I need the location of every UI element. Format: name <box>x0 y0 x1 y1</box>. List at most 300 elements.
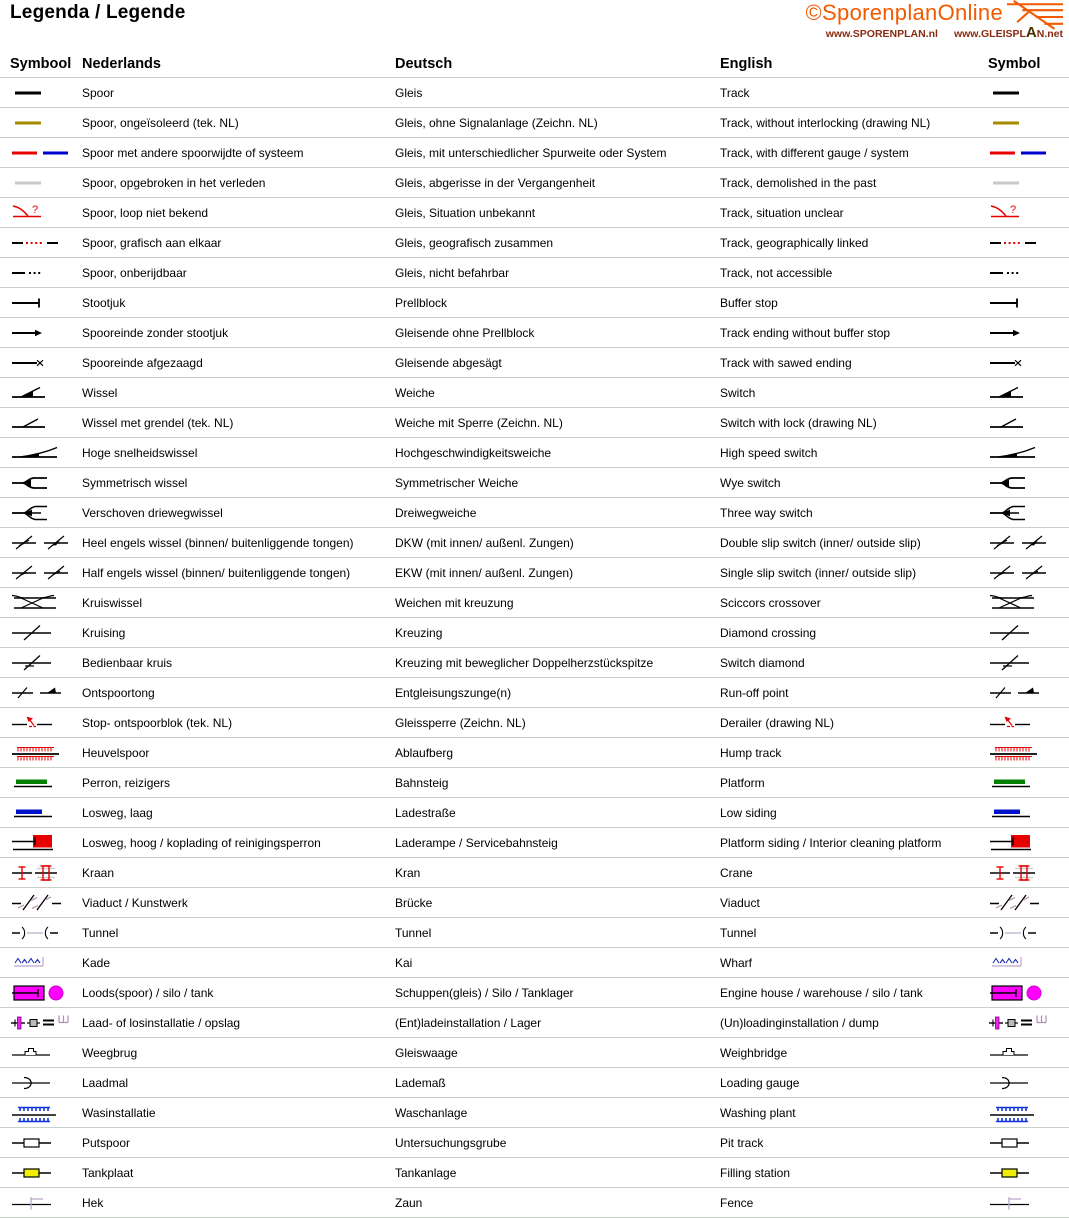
symbol-cell-right <box>988 1042 1059 1064</box>
platform-icon <box>10 772 74 794</box>
term-de: Schuppen(gleis) / Silo / Tanklager <box>395 985 574 1000</box>
term-en: Derailer (drawing NL) <box>720 715 835 730</box>
term-de: Weichen mit kreuzung <box>395 595 514 610</box>
term-nl: Wasinstallatie <box>82 1105 156 1120</box>
term-en: Hump track <box>720 745 782 760</box>
legend-row <box>0 498 1069 528</box>
symbol-cell <box>0 922 82 944</box>
legend-row <box>0 438 1069 468</box>
track-unusable-icon <box>988 262 1052 284</box>
hump-track-icon <box>10 742 74 764</box>
term-nl: Verschoven driewegwissel <box>82 505 223 520</box>
loading-gauge-icon <box>988 1072 1052 1094</box>
symbol-cell-right <box>988 1012 1059 1034</box>
logo-brand: ©SporenplanOnline <box>805 0 1003 25</box>
term-nl: Spoor, onberijdbaar <box>82 265 187 280</box>
filling-station-icon <box>10 1162 74 1184</box>
scissors-crossover-icon <box>988 592 1052 614</box>
term-de: Kran <box>395 865 421 880</box>
symbol-cell-right <box>988 142 1059 164</box>
pit-track-icon <box>988 1132 1052 1154</box>
legend-row <box>0 1128 1069 1158</box>
low-siding-icon <box>10 802 74 824</box>
symbol-cell-right <box>988 682 1059 704</box>
term-nl: Kade <box>82 955 111 970</box>
track-unknown-icon <box>988 202 1052 224</box>
loading-gauge-icon <box>10 1072 74 1094</box>
symbol-cell-right <box>988 412 1059 434</box>
term-en: Wharf <box>720 955 753 970</box>
term-de: Zaun <box>395 1195 423 1210</box>
symbol-cell-right <box>988 742 1059 764</box>
legend-row <box>0 1068 1069 1098</box>
term-en: Track ending without buffer stop <box>720 325 891 340</box>
term-nl: Spoor, opgebroken in het verleden <box>82 175 266 190</box>
track-demolished-icon <box>10 172 74 194</box>
diamond-crossing-icon <box>10 622 74 644</box>
wye-switch-icon <box>10 472 74 494</box>
track-unusable-icon <box>10 262 74 284</box>
term-de: Tankanlage <box>395 1165 457 1180</box>
legend-row <box>0 138 1069 168</box>
term-nl: Spoor, loop niet bekend <box>82 205 209 220</box>
term-en: High speed switch <box>720 445 818 460</box>
term-de: Waschanlage <box>395 1105 468 1120</box>
term-en: Single slip switch (inner/ outside slip) <box>720 565 917 580</box>
symbol-cell-right <box>988 472 1059 494</box>
symbol-cell-right <box>988 772 1059 794</box>
track-end-sawn-icon <box>10 352 74 374</box>
symbol-cell <box>0 742 82 764</box>
legend-row <box>0 888 1069 918</box>
term-en: Run-off point <box>720 685 789 700</box>
switch-icon <box>988 382 1052 404</box>
symbol-cell-right <box>988 202 1059 224</box>
term-nl: Spoor met andere spoorwijdte of systeem <box>82 145 304 160</box>
header-english: English <box>720 55 773 72</box>
double-slip-icon <box>988 532 1052 554</box>
term-de: Ablaufberg <box>395 745 454 760</box>
tunnel-icon <box>10 922 74 944</box>
run-off-point-icon <box>10 682 74 704</box>
symbol-cell-right <box>988 322 1059 344</box>
hump-track-icon <box>988 742 1052 764</box>
term-en: Fence <box>720 1195 754 1210</box>
page-title: Legenda / Legende <box>10 2 186 23</box>
viaduct-icon <box>10 892 74 914</box>
term-en: Engine house / warehouse / silo / tank <box>720 985 923 1000</box>
term-de: Gleis, nicht befahrbar <box>395 265 510 280</box>
term-de: Dreiwegweiche <box>395 505 477 520</box>
high-speed-switch-icon <box>988 442 1052 464</box>
single-slip-icon <box>988 562 1052 584</box>
term-de: (Ent)ladeinstallation / Lager <box>395 1015 542 1030</box>
symbol-cell <box>0 862 82 884</box>
term-en: Tunnel <box>720 925 757 940</box>
viaduct-icon <box>988 892 1052 914</box>
symbol-cell <box>0 802 82 824</box>
term-en: Track <box>720 85 750 100</box>
term-nl: Laad- of losinstallatie / opslag <box>82 1015 241 1030</box>
track-other-gauge-icon <box>988 142 1052 164</box>
term-nl: Bedienbaar kruis <box>82 655 173 670</box>
header-symbol: Symbol <box>988 55 1041 72</box>
term-en: Weighbridge <box>720 1045 788 1060</box>
logo-url-nl: www.SPORENPLAN.nl <box>825 28 938 40</box>
term-de: Kreuzing <box>395 625 443 640</box>
symbol-cell <box>0 892 82 914</box>
term-nl: Wissel <box>82 385 118 400</box>
symbol-cell <box>0 1162 82 1184</box>
legend-row <box>0 228 1069 258</box>
term-nl: Spooreinde zonder stootjuk <box>82 325 229 340</box>
track-end-open-icon <box>10 322 74 344</box>
symbol-cell-right <box>988 862 1059 884</box>
term-de: Gleis, ohne Signalanlage (Zeichn. NL) <box>395 115 598 130</box>
term-de: Laderampe / Servicebahnsteig <box>395 835 558 850</box>
term-nl: Hek <box>82 1195 104 1210</box>
platform-siding-icon <box>10 832 74 854</box>
term-nl: Kruiswissel <box>82 595 143 610</box>
term-en: Platform <box>720 775 765 790</box>
term-de: Gleis, abgerisse in der Vergangenheit <box>395 175 596 190</box>
scissors-crossover-icon <box>10 592 74 614</box>
term-nl: Wissel met grendel (tek. NL) <box>82 415 234 430</box>
platform-siding-icon <box>988 832 1052 854</box>
term-de: Gleis, mit unterschiedlicher Spurweite oder System <box>395 145 667 160</box>
term-en: Platform siding / Interior cleaning platform <box>720 835 942 850</box>
track-graphic-joined-icon <box>988 232 1052 254</box>
legend-row <box>0 468 1069 498</box>
symbol-cell <box>0 322 82 344</box>
symbol-cell-right <box>988 232 1059 254</box>
symbol-cell <box>0 1102 82 1124</box>
term-de: Gleisende abgesägt <box>395 355 502 370</box>
term-en: Switch with lock (drawing NL) <box>720 415 877 430</box>
term-de: Ladestraße <box>395 805 456 820</box>
legend-row <box>0 678 1069 708</box>
symbol-cell-right <box>988 112 1059 134</box>
header-deutsch: Deutsch <box>395 55 453 72</box>
symbol-cell-right <box>988 592 1059 614</box>
term-nl: Half engels wissel (binnen/ buitenliggende tongen) <box>82 565 351 580</box>
term-de: Prellblock <box>395 295 448 310</box>
track-end-sawn-icon <box>988 352 1052 374</box>
term-nl: Spoor, ongeïsoleerd (tek. NL) <box>82 115 239 130</box>
derailer-icon <box>988 712 1052 734</box>
symbol-cell-right <box>988 532 1059 554</box>
legend-row <box>0 378 1069 408</box>
symbol-cell <box>0 292 82 314</box>
legend-row <box>0 918 1069 948</box>
term-nl: Symmetrisch wissel <box>82 475 188 490</box>
legend-row <box>0 648 1069 678</box>
track-unknown-icon <box>10 202 74 224</box>
legend-row <box>0 78 1069 108</box>
symbol-cell-right <box>988 622 1059 644</box>
legend-row <box>0 828 1069 858</box>
term-en: Viaduct <box>720 895 760 910</box>
term-de: Kreuzing mit beweglicher Doppelherzstückspitze <box>395 655 654 670</box>
symbol-cell <box>0 982 82 1004</box>
symbol-cell <box>0 622 82 644</box>
term-nl: Losweg, hoog / koplading of reinigingsperron <box>82 835 321 850</box>
loading-installation-icon <box>988 1012 1052 1034</box>
legend-row <box>0 318 1069 348</box>
term-de: Weiche mit Sperre (Zeichn. NL) <box>395 415 563 430</box>
term-de: Bahnsteig <box>395 775 449 790</box>
symbol-cell-right <box>988 562 1059 584</box>
term-en: Switch diamond <box>720 655 805 670</box>
symbol-cell-right <box>988 982 1059 1004</box>
term-nl: Viaduct / Kunstwerk <box>82 895 188 910</box>
legend-table <box>0 50 1069 1218</box>
symbol-cell <box>0 652 82 674</box>
wharf-icon <box>988 952 1052 974</box>
symbol-cell <box>0 772 82 794</box>
low-siding-icon <box>988 802 1052 824</box>
track-end-open-icon <box>988 322 1052 344</box>
switch-lock-icon <box>988 412 1052 434</box>
symbol-cell-right <box>988 952 1059 974</box>
symbol-cell <box>0 1192 82 1214</box>
term-nl: Heel engels wissel (binnen/ buitenliggende tongen) <box>82 535 354 550</box>
legend-row <box>0 168 1069 198</box>
legend-row <box>0 618 1069 648</box>
symbol-cell <box>0 262 82 284</box>
term-nl: Laadmal <box>82 1075 129 1090</box>
term-de: Kai <box>395 955 413 970</box>
track-demolished-icon <box>988 172 1052 194</box>
pit-track-icon <box>10 1132 74 1154</box>
crane-icon <box>988 862 1052 884</box>
legend-row <box>0 798 1069 828</box>
symbol-cell <box>0 1012 82 1034</box>
legend-row <box>0 408 1069 438</box>
engine-house-icon <box>10 982 74 1004</box>
three-way-switch-icon <box>988 502 1052 524</box>
term-en: Filling station <box>720 1165 791 1180</box>
term-en: Sciccors crossover <box>720 595 821 610</box>
switch-lock-icon <box>10 412 74 434</box>
legend-row <box>0 1188 1069 1218</box>
term-nl: Putspoor <box>82 1135 131 1150</box>
term-en: Track, without interlocking (drawing NL) <box>720 115 931 130</box>
symbol-cell <box>0 562 82 584</box>
term-en: Pit track <box>720 1135 764 1150</box>
symbol-cell <box>0 352 82 374</box>
legend-row <box>0 858 1069 888</box>
legend-row <box>0 708 1069 738</box>
svg-text:?: ? <box>32 203 39 216</box>
washing-plant-icon <box>10 1102 74 1124</box>
symbol-cell-right <box>988 352 1059 374</box>
legend-row <box>0 258 1069 288</box>
symbol-cell-right <box>988 652 1059 674</box>
switch-icon <box>10 382 74 404</box>
term-nl: Spoor, grafisch aan elkaar <box>82 235 222 250</box>
tunnel-icon <box>988 922 1052 944</box>
three-way-switch-icon <box>10 502 74 524</box>
track-graphic-joined-icon <box>10 232 74 254</box>
term-nl: Heuvelspoor <box>82 745 150 760</box>
symbol-cell <box>0 472 82 494</box>
crane-icon <box>10 862 74 884</box>
term-en: Wye switch <box>720 475 781 490</box>
term-de: Brücke <box>395 895 433 910</box>
platform-icon <box>988 772 1052 794</box>
legend-row <box>0 738 1069 768</box>
legend-row <box>0 288 1069 318</box>
term-de: Symmetrischer Weiche <box>395 475 519 490</box>
term-nl: Spooreinde afgezaagd <box>82 355 203 370</box>
symbol-cell-right <box>988 172 1059 194</box>
term-nl: Loods(spoor) / silo / tank <box>82 985 214 1000</box>
washing-plant-icon <box>988 1102 1052 1124</box>
symbol-cell <box>0 142 82 164</box>
term-de: Gleis <box>395 85 423 100</box>
legend-row <box>0 1098 1069 1128</box>
term-nl: Kruising <box>82 625 126 640</box>
logo-url-de: www.GLEISPLAN.net <box>953 24 1063 41</box>
symbol-cell <box>0 1072 82 1094</box>
symbol-cell <box>0 1042 82 1064</box>
symbol-cell <box>0 592 82 614</box>
term-de: Weiche <box>395 385 435 400</box>
symbol-cell-right <box>988 1102 1059 1124</box>
track-icon <box>988 82 1052 104</box>
legend-row <box>0 108 1069 138</box>
symbol-cell <box>0 952 82 974</box>
term-en: Loading gauge <box>720 1075 800 1090</box>
term-en: Track, with different gauge / system <box>720 145 909 160</box>
term-de: Gleis, geografisch zusammen <box>395 235 554 250</box>
term-de: Hochgeschwindigkeitsweiche <box>395 445 552 460</box>
header-symbool: Symbool <box>10 55 72 72</box>
track-uninsulated-icon <box>988 112 1052 134</box>
symbol-cell <box>0 382 82 404</box>
fence-icon <box>988 1192 1052 1214</box>
track-uninsulated-icon <box>10 112 74 134</box>
fence-icon <box>10 1192 74 1214</box>
buffer-stop-icon <box>10 292 74 314</box>
term-nl: Ontspoortong <box>82 685 155 700</box>
symbol-cell-right <box>988 712 1059 734</box>
term-nl: Losweg, laag <box>82 805 153 820</box>
symbol-cell-right <box>988 1132 1059 1154</box>
logo-urls <box>806 24 1065 41</box>
legend-row <box>0 768 1069 798</box>
symbol-cell-right <box>988 502 1059 524</box>
double-slip-icon <box>10 532 74 554</box>
symbol-cell <box>0 202 82 224</box>
symbol-cell-right <box>988 802 1059 824</box>
term-en: Track, not accessible <box>720 265 833 280</box>
term-de: Gleiswaage <box>395 1045 458 1060</box>
term-en: Diamond crossing <box>720 625 817 640</box>
term-en: Track, geographically linked <box>720 235 869 250</box>
loading-installation-icon <box>10 1012 74 1034</box>
symbol-cell <box>0 232 82 254</box>
wye-switch-icon <box>988 472 1052 494</box>
weighbridge-icon <box>10 1042 74 1064</box>
term-de: Lademaß <box>395 1075 446 1090</box>
legend-row <box>0 948 1069 978</box>
table-body <box>0 78 1069 1218</box>
symbol-cell <box>0 442 82 464</box>
symbol-cell <box>0 112 82 134</box>
term-en: Buffer stop <box>720 295 778 310</box>
term-en: Track with sawed ending <box>720 355 852 370</box>
symbol-cell-right <box>988 832 1059 854</box>
symbol-cell <box>0 172 82 194</box>
symbol-cell-right <box>988 922 1059 944</box>
symbol-cell-right <box>988 1072 1059 1094</box>
term-en: (Un)loadinginstallation / dump <box>720 1015 879 1030</box>
symbol-cell-right <box>988 892 1059 914</box>
term-nl: Stootjuk <box>82 295 126 310</box>
symbol-cell-right <box>988 1192 1059 1214</box>
symbol-cell <box>0 832 82 854</box>
term-de: EKW (mit innen/ außenl. Zungen) <box>395 565 574 580</box>
term-nl: Hoge snelheidswissel <box>82 445 198 460</box>
diamond-crossing-icon <box>988 622 1052 644</box>
derailer-icon <box>10 712 74 734</box>
high-speed-switch-icon <box>10 442 74 464</box>
table-header-row <box>0 50 1069 78</box>
legend-row <box>0 528 1069 558</box>
legend-row <box>0 588 1069 618</box>
symbol-cell <box>0 532 82 554</box>
legend-row <box>0 1038 1069 1068</box>
legend-row <box>0 1008 1069 1038</box>
wharf-icon <box>10 952 74 974</box>
filling-station-icon <box>988 1162 1052 1184</box>
switch-diamond-icon <box>10 652 74 674</box>
legend-row <box>0 348 1069 378</box>
term-en: Washing plant <box>720 1105 796 1120</box>
term-de: Tunnel <box>395 925 432 940</box>
legend-row <box>0 558 1069 588</box>
symbol-cell <box>0 1132 82 1154</box>
term-nl: Stop- ontspoorblok (tek. NL) <box>82 715 233 730</box>
single-slip-icon <box>10 562 74 584</box>
term-nl: Spoor <box>82 85 115 100</box>
track-other-gauge-icon <box>10 142 74 164</box>
symbol-cell <box>0 502 82 524</box>
sporenplan-logo <box>806 0 1065 40</box>
legend-row <box>0 1158 1069 1188</box>
term-en: Three way switch <box>720 505 813 520</box>
term-nl: Weegbrug <box>82 1045 138 1060</box>
symbol-cell <box>0 712 82 734</box>
symbol-cell <box>0 82 82 104</box>
symbol-cell-right <box>988 292 1059 314</box>
term-nl: Perron, reizigers <box>82 775 171 790</box>
header-nederlands: Nederlands <box>82 55 161 72</box>
term-de: Gleisende ohne Prellblock <box>395 325 535 340</box>
term-en: Low siding <box>720 805 777 820</box>
term-en: Crane <box>720 865 753 880</box>
term-de: Gleis, Situation unbekannt <box>395 205 536 220</box>
legend-row <box>0 978 1069 1008</box>
term-de: DKW (mit innen/ außenl. Zungen) <box>395 535 574 550</box>
symbol-cell-right <box>988 82 1059 104</box>
term-nl: Tunnel <box>82 925 119 940</box>
term-en: Track, demolished in the past <box>720 175 877 190</box>
buffer-stop-icon <box>988 292 1052 314</box>
term-de: Untersuchungsgrube <box>395 1135 507 1150</box>
